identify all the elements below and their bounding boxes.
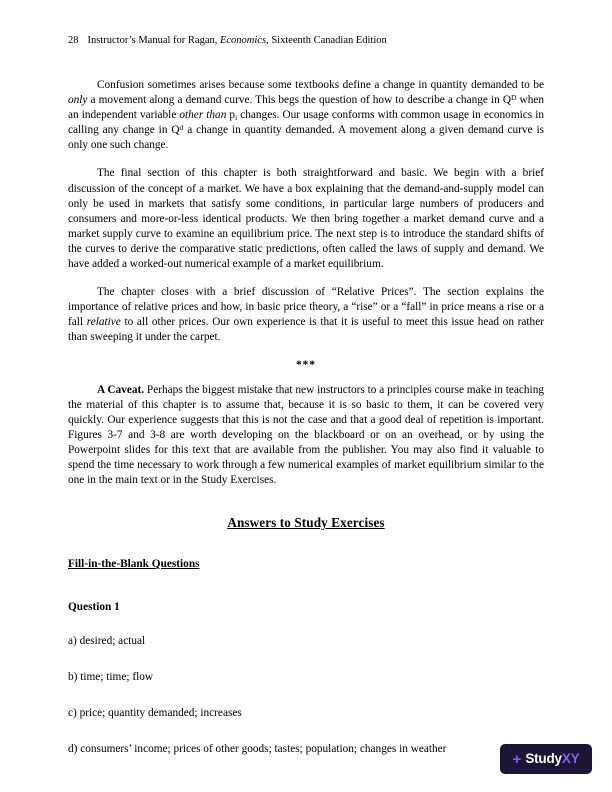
watermark-text xyxy=(525,750,579,768)
watermark-xy-text: XY xyxy=(561,751,580,766)
p1-superscript-d2: d xyxy=(179,123,184,133)
page-title: Answers to Study Exercises xyxy=(227,515,385,531)
p1-part-a: Confusion sometimes arises because some textbooks define a change in quantity demanded to be xyxy=(97,79,544,91)
paragraph-relative-prices xyxy=(68,285,544,345)
p4-text: Perhaps the biggest mistake that new instructors to a principles course make in teaching the material of this chapter is to assume that, because it is so basic to them, it can be covered very quickly. Our experience suggests that this is not the case and that a good deal of repetition is important. Figures 3-7 and 3-8 are worth developing on the blackboard or on an overhead, or by using the Powerpoint slides for this text that are available from the publisher. You may also find it valuable to spend the time necessary to work through a few numerical examples of market equilibrium similar to the one in the main text or in the Study Exercises. xyxy=(68,383,544,487)
p1-part-f: a change in quantity demanded. A movement along a given demand curve is only one such change. xyxy=(68,124,544,152)
page-header xyxy=(68,34,544,48)
page-content xyxy=(68,34,544,757)
p1-part-c: when an independent variable xyxy=(68,94,545,122)
p1-italic-only: only xyxy=(68,94,88,107)
header-page-number: 28 xyxy=(68,35,79,46)
p1-subscript-i: i xyxy=(235,113,238,123)
header-title-suffix: , Sixteenth Canadian Edition xyxy=(266,35,387,46)
p1-part-b: a movement along a demand curve. This begs the question of how to describe a change in Q xyxy=(87,94,511,107)
p3-part-b: to all other prices. Our own experience is that it is useful to meet this issue head on rather than sweeping it under the carpet. xyxy=(68,316,544,344)
header-title-italic: Economics xyxy=(219,35,267,46)
paragraph-caveat xyxy=(68,383,544,489)
p1-part-e: changes. Our usage conforms with common usage in economics in calling any change in Q xyxy=(68,109,544,137)
section-divider-asterisks: *** xyxy=(296,358,316,371)
paragraph-final-section: The final section of this chapter is both straightforward and basic. We begin with a brief discussion of the concept of a market. We have a box explaining that the demand-and-supply model can only be used in markets that satisfy some conditions, in particular large numbers of producers and consumers and more-or-less identical products. We then bring together a market demand curve and a market supply curve to examine an equilibrium price. The next step is to introduce the standard shifts of the curves to derive the comparative static predictions, often called the laws of supply and demand. We have added a worked-out numerical example of a market equilibrium. xyxy=(68,167,544,271)
paragraph-confusion xyxy=(68,78,544,153)
p1-superscript-d: D xyxy=(510,92,517,102)
studyxy-watermark[interactable] xyxy=(500,744,592,774)
plus-icon: + xyxy=(512,750,522,768)
subsection-heading: Fill-in-the-Blank Questions xyxy=(68,558,200,571)
p1-part-d: p xyxy=(226,109,236,122)
caveat-label: A Caveat. xyxy=(97,383,145,396)
answer-item: c) price; quantity demanded; increases xyxy=(68,707,242,720)
header-title-prefix: Instructor’s Manual for Ragan, xyxy=(87,35,220,46)
answer-item: a) desired; actual xyxy=(68,635,146,648)
p1-italic-other-than: other than xyxy=(179,109,227,122)
question-heading: Question 1 xyxy=(68,601,120,614)
p3-part-a: The chapter closes with a brief discussion of “Relative Prices”. The section explains the importance of relative prices and how, in basic price theory, a “rise” or a “fall” in price means a rise or a fall xyxy=(68,286,544,329)
answer-item: b) time; time; flow xyxy=(68,671,154,684)
watermark-study-text: Study xyxy=(525,751,562,766)
p3-italic-relative: relative xyxy=(86,316,121,329)
answer-item: d) consumers’ income; prices of other goods; tastes; population; changes in weather xyxy=(68,743,447,756)
